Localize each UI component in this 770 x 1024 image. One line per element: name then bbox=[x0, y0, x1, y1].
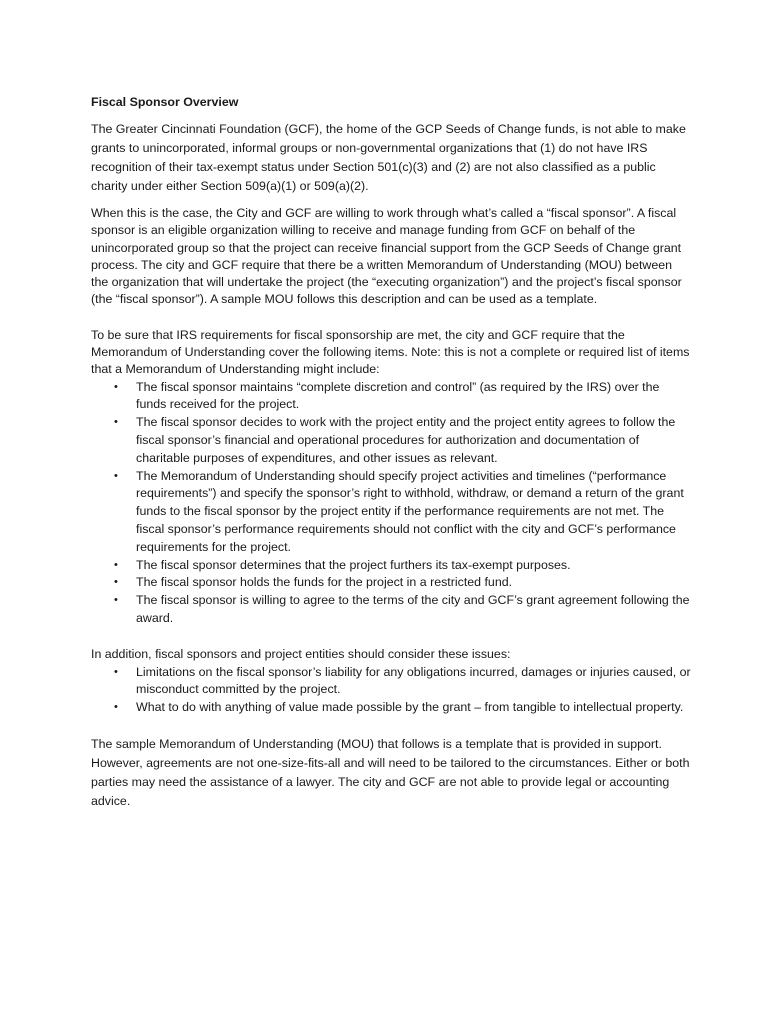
irs-requirements-paragraph: To be sure that IRS requirements for fiscal sponsorship are met, the city and GCF require that the Memorandum of Understanding cover the following items. Note: this is not a complete or required list of items that a Memorandum of Understanding might include: bbox=[91, 327, 690, 377]
additional-issues-list bbox=[91, 664, 691, 717]
additional-issues-paragraph: In addition, fiscal sponsors and project entities should consider these issues: bbox=[91, 646, 511, 661]
bullet-icon: • bbox=[114, 594, 118, 607]
bullet-icon: • bbox=[114, 576, 118, 589]
list-item bbox=[114, 592, 691, 628]
fiscal-sponsor-definition-paragraph: When this is the case, the City and GCF are willing to work through what’s called a “fiscal sponsor”. A fiscal sponsor is an eligible organization willing to receive and manage funding from GCF on behalf of the unincorporated group so that the project can receive financial support from the GCP Seeds of Change grant process. The city and GCF require that there be a written Memorandum of Understanding (MOU) between the organization that will undertake the project (the “executing organization”) and the project’s fiscal sponsor (the “fiscal sponsor”). A sample MOU follows this description and can be used as a template. bbox=[91, 206, 682, 307]
list-item-text: Limitations on the fiscal sponsor’s liability for any obligations incurred, damages or injuries caused, or misconduct committed by the project. bbox=[136, 664, 691, 697]
list-item bbox=[114, 557, 691, 575]
closing-paragraph: The sample Memorandum of Understanding (MOU) that follows is a template that is provided in support. However, agreements are not one-size-fits-all and will need to be tailored to the circumstances. Either or both parties may need the assistance of a lawyer. The city and GCF are not able to provide legal or accounting advice. bbox=[91, 737, 690, 809]
paragraph-spacer bbox=[91, 628, 691, 646]
bullet-icon: • bbox=[114, 558, 118, 571]
list-item bbox=[114, 574, 691, 592]
list-item bbox=[114, 414, 691, 467]
bullet-icon: • bbox=[114, 469, 118, 482]
list-item-text: The fiscal sponsor is willing to agree to the terms of the city and GCF’s grant agreement following the award. bbox=[136, 593, 690, 626]
bullet-icon: • bbox=[114, 701, 118, 714]
intro-paragraph: The Greater Cincinnati Foundation (GCF), the home of the GCP Seeds of Change funds, is not able to make grants to unincorporated, informal groups or non-governmental organizations that (1) do not have IRS recognition of their tax-exempt status under Section 501(c)(3) and (2) are not also classified as a public charity under either Section 509(a)(1) or 509(a)(2). bbox=[91, 122, 686, 193]
bullet-icon: • bbox=[114, 380, 118, 393]
list-item-text: The fiscal sponsor determines that the project furthers its tax-exempt purposes. bbox=[136, 557, 571, 572]
paragraph-spacer bbox=[91, 717, 691, 735]
list-item-text: What to do with anything of value made possible by the grant – from tangible to intellectual property. bbox=[136, 700, 684, 715]
mou-items-list bbox=[91, 379, 691, 628]
bullet-icon: • bbox=[114, 665, 118, 678]
list-item-text: The fiscal sponsor maintains “complete discretion and control” (as required by the IRS) over the funds received for the project. bbox=[136, 379, 660, 412]
bullet-icon: • bbox=[114, 416, 118, 429]
document-page bbox=[91, 93, 691, 811]
list-item bbox=[114, 699, 691, 717]
document-title: Fiscal Sponsor Overview bbox=[91, 95, 239, 109]
list-item-text: The fiscal sponsor decides to work with the project entity and the project entity agrees to follow the fiscal sponsor’s financial and operational procedures for authorization and documentation of charitable purposes of expenditures, and other issues as relevant. bbox=[136, 415, 676, 465]
list-item bbox=[114, 468, 691, 557]
list-item bbox=[114, 664, 691, 700]
list-item bbox=[114, 379, 691, 415]
list-item-text: The Memorandum of Understanding should specify project activities and timelines (“performance requirements”) and specify the sponsor’s right to withhold, withdraw, or demand a return of the grant funds to the fiscal sponsor by the project entity if the performance requirements are not met. The fiscal sponsor’s performance requirements should not conflict with the city and GCF’s performance requirements for the project. bbox=[136, 468, 684, 554]
list-item-text: The fiscal sponsor holds the funds for the project in a restricted fund. bbox=[136, 575, 513, 590]
